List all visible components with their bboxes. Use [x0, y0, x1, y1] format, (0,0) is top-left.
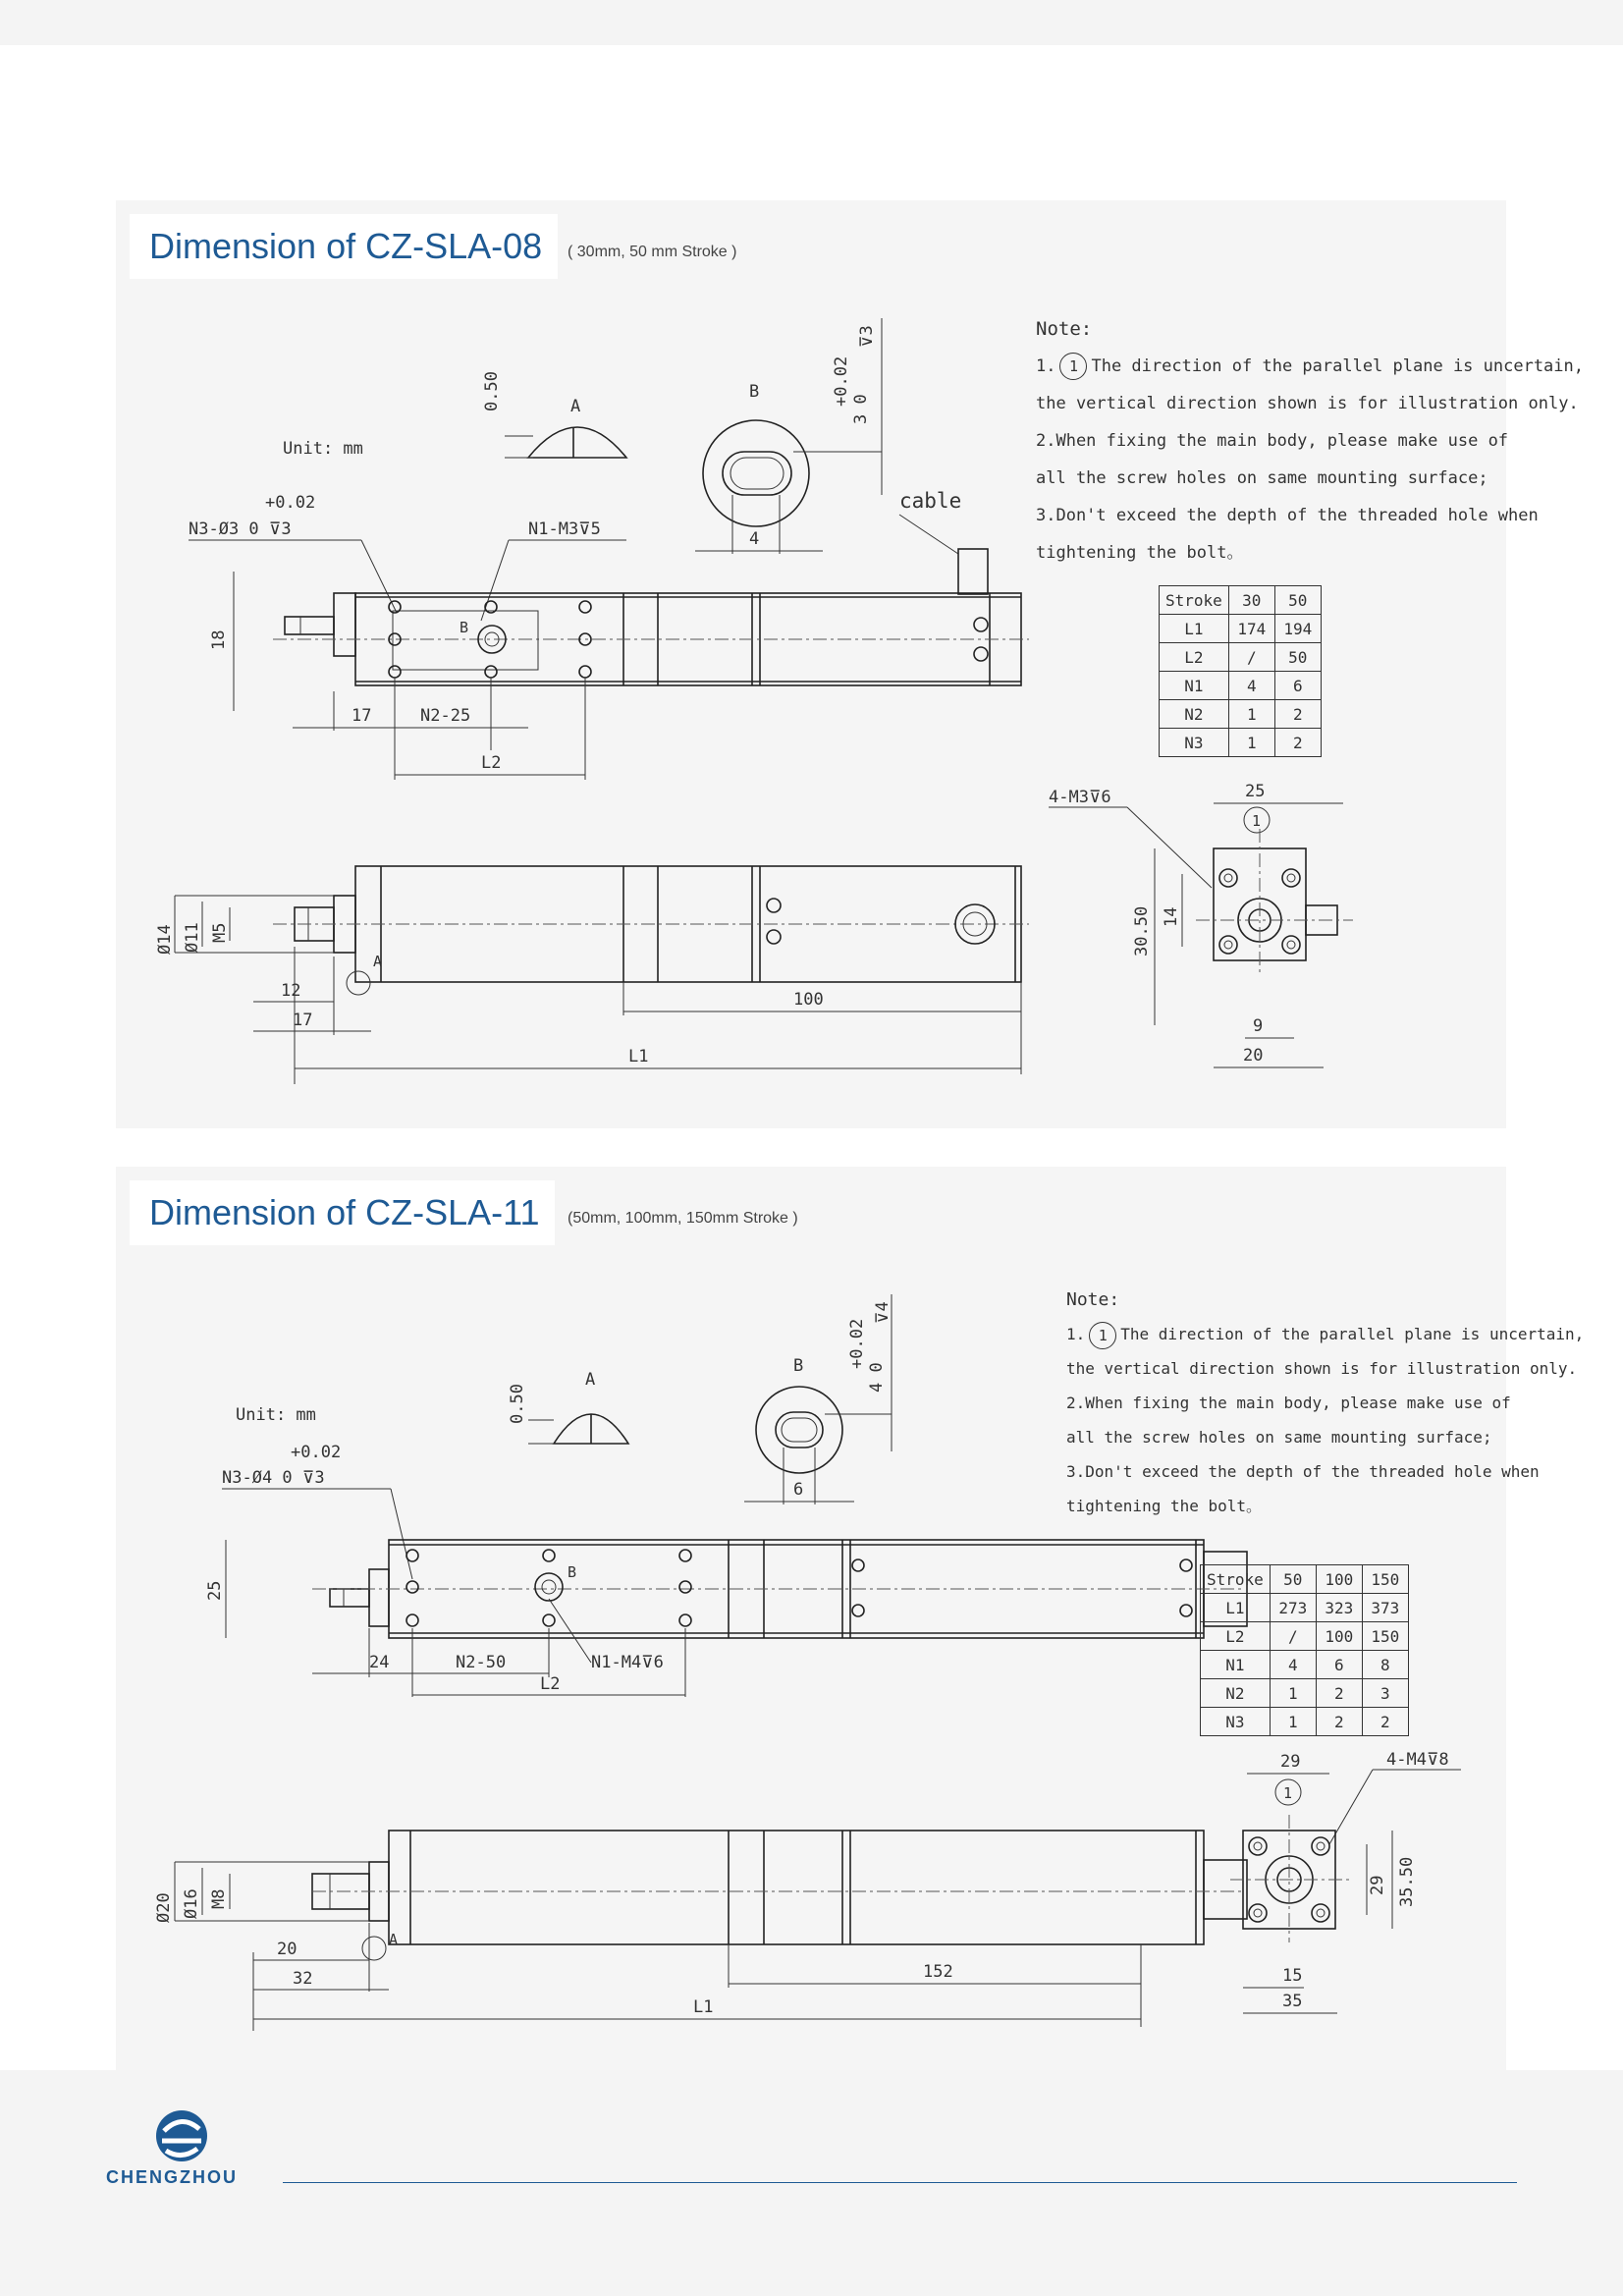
dim-12: 12	[281, 981, 301, 1001]
view-a-label: A	[585, 1370, 596, 1390]
side-3550: 35.50	[1397, 1856, 1417, 1907]
view-b-tol-depth: ⊽4	[873, 1301, 893, 1324]
dim-17: 17	[352, 706, 372, 726]
view-b-slot	[723, 452, 791, 495]
stroke-table-row	[1160, 672, 1322, 700]
view-b-tol-mid: 4 0	[867, 1362, 887, 1393]
side-9: 9	[1253, 1016, 1264, 1036]
view-a-label: A	[570, 397, 581, 416]
stroke-table-row	[1201, 1708, 1409, 1736]
side-35: 35	[1282, 1992, 1303, 2011]
dim-25: 25	[205, 1580, 225, 1601]
stroke-table-row	[1201, 1679, 1409, 1708]
stroke-table-cell: N3	[1160, 729, 1229, 757]
view-b-slot-inner	[782, 1418, 817, 1442]
top-holes	[406, 1550, 1192, 1626]
dim-l2: L2	[540, 1674, 561, 1694]
notes-block	[1066, 1283, 1584, 1523]
dim-l1: L1	[628, 1047, 649, 1066]
front-body	[389, 1831, 1204, 1944]
note-1-prefix: 1.	[1036, 356, 1056, 376]
dim-d11: Ø11	[183, 922, 202, 953]
stroke-table-row	[1201, 1622, 1409, 1651]
note-2b: all the screw holes on same mounting surface;	[1066, 1428, 1492, 1447]
stroke-table-cell: 174	[1228, 615, 1274, 643]
view-b-circle	[756, 1387, 842, 1473]
stroke-table-cell: 4	[1228, 672, 1274, 700]
stroke-table-row	[1201, 1594, 1409, 1622]
stroke-table-row	[1160, 615, 1322, 643]
note-1b: the vertical direction shown is for illustration only.	[1066, 1359, 1578, 1378]
side-20: 20	[1243, 1046, 1264, 1066]
stroke-table-row	[1160, 586, 1322, 615]
stroke-table-cell: N2	[1160, 700, 1229, 729]
front-screw-2	[767, 930, 781, 944]
note-1-circle: 1	[1089, 1322, 1116, 1349]
notes-heading: Note:	[1066, 1289, 1120, 1310]
note-2b: all the screw holes on same mounting surface;	[1036, 468, 1488, 488]
stroke-table-header-cell: 30	[1228, 586, 1274, 615]
brand-name: CHENGZHOU	[106, 2167, 238, 2187]
stroke-table-cell: N1	[1201, 1651, 1271, 1679]
hole-n3-label: N3-Ø3 0 ⊽3	[189, 519, 292, 539]
stroke-table-cell: 1	[1228, 729, 1274, 757]
dim-n2: N2-25	[420, 706, 471, 726]
cable-connector	[958, 549, 988, 594]
stroke-table-cell: 1	[1270, 1679, 1316, 1708]
stroke-table-cell: 2	[1316, 1708, 1362, 1736]
dim-152: 152	[923, 1962, 953, 1982]
dimension-panel-sla-11	[116, 1167, 1585, 2072]
note-2a: 2.When fixing the main body, please make use of	[1066, 1394, 1511, 1412]
dim-d14: Ø14	[155, 924, 175, 955]
stroke-table-row	[1160, 729, 1322, 757]
callout-b: B	[460, 619, 469, 636]
side-circle-label: 1	[1252, 812, 1262, 830]
dim-100: 100	[793, 990, 824, 1010]
hole-n1-label: N1-M4⊽6	[591, 1653, 664, 1672]
stroke-table-cell: 4	[1270, 1651, 1316, 1679]
dim-32: 32	[293, 1969, 313, 1989]
view-b-circle	[703, 420, 809, 526]
side-m4-label: 4-M4⊽8	[1386, 1750, 1449, 1770]
callout-a-circle	[347, 971, 370, 995]
stroke-table-cell: 2	[1316, 1679, 1362, 1708]
panel-title: Dimension of CZ-SLA-11	[149, 1192, 540, 1232]
side-29v: 29	[1368, 1875, 1387, 1895]
view-a-tol: 0.50	[508, 1384, 527, 1424]
stroke-table-cell: 373	[1362, 1594, 1408, 1622]
note-3a: 3.Don't exceed the depth of the threaded hole when	[1036, 506, 1539, 525]
view-b-tol-top: +0.02	[847, 1318, 867, 1369]
panel-title: Dimension of CZ-SLA-08	[149, 226, 543, 266]
stroke-table-cell: 50	[1274, 643, 1321, 672]
panel-subtitle: (50mm, 100mm, 150mm Stroke )	[568, 1210, 798, 1227]
hole-n1-label: N1-M3⊽5	[528, 519, 601, 539]
note-3a: 3.Don't exceed the depth of the threaded hole when	[1066, 1462, 1540, 1481]
stroke-table-header-cell: 50	[1274, 586, 1321, 615]
stroke-table-cell: 1	[1228, 700, 1274, 729]
stroke-table-cell: /	[1270, 1622, 1316, 1651]
note-1a	[1036, 348, 1584, 385]
stroke-table-cell: /	[1228, 643, 1274, 672]
view-b-slot-inner	[730, 458, 784, 489]
stroke-table-row	[1160, 643, 1322, 672]
view-b-tol-top: +0.02	[832, 355, 851, 407]
note-1a-text: The direction of the parallel plane is uncertain,	[1091, 356, 1584, 376]
unit-label: Unit: mm	[236, 1405, 316, 1425]
stroke-table-cell: L1	[1160, 615, 1229, 643]
note-1-prefix: 1.	[1066, 1325, 1086, 1343]
stroke-table-cell: 2	[1274, 700, 1321, 729]
front-screw-1	[767, 899, 781, 912]
side-25: 25	[1245, 782, 1266, 801]
cable-leader	[899, 515, 958, 554]
top-rod	[330, 1589, 369, 1607]
view-b-tol-depth: ⊽3	[857, 325, 877, 348]
top-rod	[285, 617, 334, 634]
stroke-table	[1200, 1564, 1409, 1736]
stroke-table-row	[1201, 1651, 1409, 1679]
view-a-tol: 0.50	[482, 371, 502, 411]
stroke-table-cell: 6	[1274, 672, 1321, 700]
dim-d16: Ø16	[182, 1888, 201, 1919]
top-center-hole-inner	[542, 1580, 556, 1594]
dim-l2: L2	[481, 753, 502, 773]
callout-a-circle	[362, 1937, 386, 1960]
callout-a: A	[389, 1931, 399, 1948]
note-1b: the vertical direction shown is for illustration only.	[1036, 394, 1579, 413]
hole-n1-leader	[549, 1599, 591, 1663]
stroke-table-header-cell: 50	[1270, 1565, 1316, 1594]
hole-n3-tol: +0.02	[291, 1443, 342, 1462]
stroke-table-cell: L2	[1160, 643, 1229, 672]
dim-l1: L1	[693, 1997, 714, 2017]
stroke-table-cell: 2	[1362, 1708, 1408, 1736]
panel-subtitle: ( 30mm, 50 mm Stroke )	[568, 244, 737, 260]
front-end-cap	[1204, 1860, 1247, 1919]
dim-m8: M8	[209, 1888, 229, 1909]
top-flange	[369, 1569, 389, 1626]
note-3b: tightening the bolt。	[1066, 1497, 1263, 1515]
view-b-slot	[776, 1412, 823, 1448]
dim-24: 24	[369, 1653, 390, 1672]
stroke-table-cell: 323	[1316, 1594, 1362, 1622]
side-m3-label: 4-M3⊽6	[1049, 788, 1111, 807]
side-3050: 30.50	[1132, 905, 1152, 957]
stroke-table-cell: 2	[1274, 729, 1321, 757]
view-b-label: B	[749, 382, 760, 402]
stroke-table-header-cell: Stroke	[1201, 1565, 1271, 1594]
stroke-table-cell: N1	[1160, 672, 1229, 700]
note-1a	[1066, 1317, 1584, 1351]
view-b-label: B	[793, 1356, 804, 1376]
dim-m5: M5	[210, 922, 230, 943]
stroke-table-row	[1201, 1565, 1409, 1594]
footer-rule	[283, 2182, 1517, 2183]
note-1-circle: 1	[1059, 353, 1087, 380]
dim-20: 20	[277, 1940, 298, 1959]
side-29: 29	[1280, 1752, 1301, 1772]
stroke-table-cell: 150	[1362, 1622, 1408, 1651]
slot-width-label: 4	[749, 529, 760, 549]
note-2a: 2.When fixing the main body, please make use of	[1036, 431, 1509, 451]
unit-label: Unit: mm	[283, 439, 363, 459]
stroke-table-cell: N3	[1201, 1708, 1271, 1736]
dim-17b: 17	[293, 1011, 313, 1030]
hole-n3-label: N3-Ø4 0 ⊽3	[222, 1468, 325, 1488]
footer	[0, 2070, 1623, 2296]
stroke-table-header-cell: 100	[1316, 1565, 1362, 1594]
dim-n2: N2-50	[456, 1653, 507, 1672]
top-flange	[334, 593, 355, 656]
stroke-table-row	[1160, 700, 1322, 729]
stroke-table-cell: 194	[1274, 615, 1321, 643]
stroke-table-cell: 8	[1362, 1651, 1408, 1679]
dimension-panel-sla-08	[116, 200, 1584, 1128]
side-circle-label: 1	[1283, 1784, 1293, 1802]
note-1a-text: The direction of the parallel plane is uncertain,	[1120, 1325, 1585, 1343]
chengzhou-logo-icon	[152, 2107, 211, 2164]
view-b-tol-mid: 3 0	[851, 394, 871, 424]
hole-n3-leader	[391, 1489, 412, 1579]
stroke-table-header-cell: 150	[1362, 1565, 1408, 1594]
stroke-table-cell: L1	[1201, 1594, 1271, 1622]
stroke-table-cell: 6	[1316, 1651, 1362, 1679]
dim-d20: Ø20	[154, 1892, 174, 1923]
stroke-table-cell: N2	[1201, 1679, 1271, 1708]
side-15: 15	[1282, 1966, 1303, 1986]
notes-block	[1036, 310, 1584, 572]
top-band	[0, 0, 1623, 45]
dim-18: 18	[209, 629, 229, 650]
cable-label: cable	[899, 489, 962, 513]
note-3b: tightening the bolt。	[1036, 543, 1244, 563]
stroke-table-cell: 100	[1316, 1622, 1362, 1651]
side-14: 14	[1162, 906, 1181, 927]
stroke-table	[1159, 585, 1322, 757]
callout-b: B	[568, 1563, 577, 1581]
stroke-table-header-cell: Stroke	[1160, 586, 1229, 615]
side-m3-leader	[1127, 807, 1212, 888]
callout-a: A	[373, 953, 383, 970]
notes-heading: Note:	[1036, 318, 1093, 340]
stroke-table-cell: 3	[1362, 1679, 1408, 1708]
stroke-table-cell: 1	[1270, 1708, 1316, 1736]
hole-n3-tol: +0.02	[265, 493, 316, 513]
view-a-shape	[528, 427, 626, 458]
slot-width-label: 6	[793, 1480, 804, 1500]
top-center-hole	[535, 1573, 563, 1601]
stroke-table-cell: L2	[1201, 1622, 1271, 1651]
stroke-table-cell: 273	[1270, 1594, 1316, 1622]
